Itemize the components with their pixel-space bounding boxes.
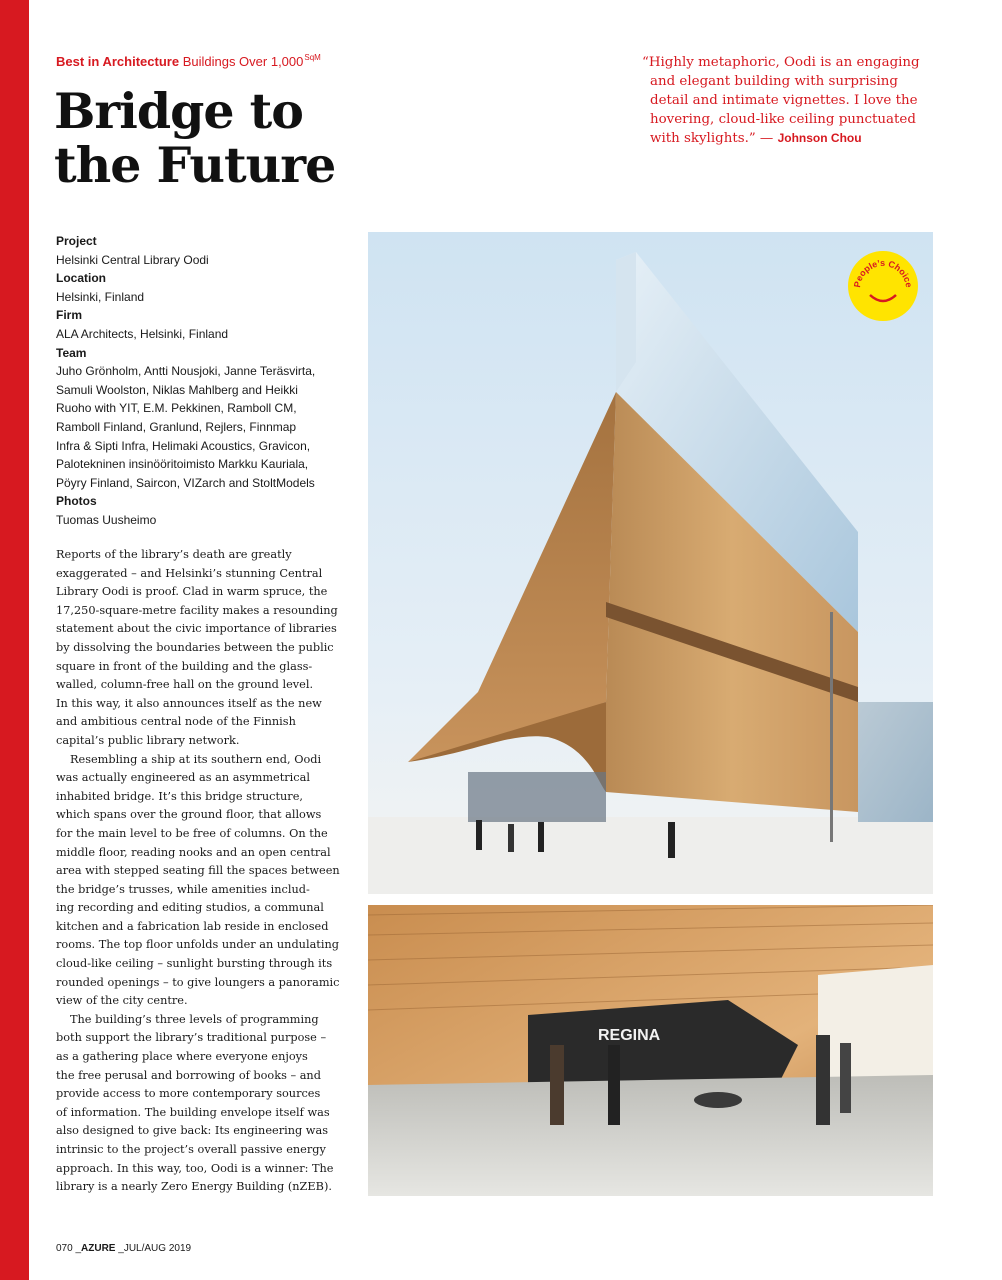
body-line: cloud-like ceiling – sunlight bursting through its bbox=[56, 957, 333, 971]
body-line: area with stepped seating fill the spaces between bbox=[56, 864, 340, 878]
body-line: rounded openings – to give loungers a panoramic bbox=[56, 975, 340, 989]
title-line: the Future bbox=[54, 136, 336, 194]
team-line: Pöyry Finland, Saircon, VIZarch and StoltModels bbox=[56, 475, 315, 490]
body-line: kitchen and a fabrication lab reside in enclosed bbox=[56, 919, 329, 933]
quote-line bbox=[642, 129, 932, 148]
badge-label: People’s Choice bbox=[851, 257, 915, 289]
page-number: 070 _ bbox=[56, 1243, 82, 1254]
credit-team bbox=[56, 362, 346, 492]
body-line: was actually engineered as an asymmetrical bbox=[56, 771, 310, 785]
credit-location: Helsinki, Finland bbox=[56, 289, 145, 304]
body-line: and ambitious central node of the Finnish bbox=[56, 715, 296, 729]
project-credits bbox=[56, 232, 346, 530]
article-body bbox=[56, 546, 348, 1197]
quote-line-text: with skylights.” — bbox=[650, 131, 774, 146]
team-line: Ramboll Finland, Granlund, Rejlers, Finnmap bbox=[56, 419, 297, 434]
body-line: provide access to more contemporary sources bbox=[56, 1087, 321, 1101]
team-line: Ruoho with YIT, E.M. Pekkinen, Ramboll CM, bbox=[56, 401, 297, 416]
article-title bbox=[54, 84, 335, 192]
body-line: library is a nearly Zero Energy Building (nZEB). bbox=[56, 1180, 332, 1194]
team-line: Samuli Woolston, Niklas Mahlberg and Heikki bbox=[56, 382, 298, 397]
peoples-choice-badge-graphic bbox=[848, 251, 918, 321]
team-line: Infra & Sipti Infra, Helimaki Acoustics, Gravicon, bbox=[56, 438, 311, 453]
credit-label-photos: Photos bbox=[56, 494, 97, 509]
body-line: of information. The building envelope itself was bbox=[56, 1105, 330, 1119]
quote-line: hovering, cloud-like ceiling punctuated bbox=[650, 112, 916, 127]
body-line: approach. In this way, too, Oodi is a winner: The bbox=[56, 1161, 334, 1175]
body-line: capital’s public library network. bbox=[56, 733, 240, 747]
credit-photos: Tuomas Uusheimo bbox=[56, 512, 157, 527]
body-line: In this way, it also announces itself as the new bbox=[56, 696, 322, 710]
body-line: Reports of the library’s death are greatly bbox=[56, 548, 292, 561]
award-category: Best in Architecture bbox=[56, 54, 180, 69]
regina-sign: REGINA bbox=[598, 1027, 661, 1044]
body-line: square in front of the building and the glass- bbox=[56, 659, 313, 673]
body-line: inhabited bridge. It’s this bridge structure, bbox=[56, 789, 303, 803]
credit-label-location: Location bbox=[56, 271, 106, 286]
body-line: for the main level to be free of columns. On the bbox=[56, 826, 328, 840]
interior-lobby-illustration bbox=[368, 905, 933, 1196]
body-line: Library Oodi is proof. Clad in warm spruce, the bbox=[56, 585, 328, 599]
svg-text:People’s Choice bbox=[852, 258, 914, 288]
body-line: by dissolving the boundaries between the public bbox=[56, 640, 334, 654]
quote-line: detail and intimate vignettes. I love the bbox=[650, 93, 918, 108]
accent-sidebar-bar bbox=[0, 0, 29, 1280]
team-line: Juho Grönholm, Antti Nousjoki, Janne Teräsvirta, bbox=[56, 364, 316, 379]
body-line: rooms. The top floor unfolds under an undulating bbox=[56, 938, 339, 952]
exterior-building-photo bbox=[368, 232, 933, 894]
section-kicker bbox=[56, 53, 321, 69]
interior-lobby-photo bbox=[368, 905, 933, 1196]
title-line: Bridge to bbox=[54, 82, 303, 140]
quote-attribution: Johnson Chou bbox=[777, 131, 862, 145]
quote-line: and elegant building with surprising bbox=[650, 74, 898, 89]
smile-icon bbox=[870, 295, 896, 301]
body-line: walled, column-free hall on the ground level. bbox=[56, 678, 314, 692]
team-line: Palotekninen insinööritoimisto Markku Kauriala, bbox=[56, 457, 309, 472]
credit-label-firm: Firm bbox=[56, 308, 83, 323]
body-line: view of the city centre. bbox=[56, 994, 188, 1008]
issue-date: _JUL/AUG 2019 bbox=[115, 1243, 192, 1254]
body-line: both support the library’s traditional purpose – bbox=[56, 1031, 327, 1045]
body-line: the free perusal and borrowing of books – and bbox=[56, 1068, 321, 1082]
quote-line: “Highly metaphoric, Oodi is an engaging bbox=[642, 55, 920, 70]
body-line: exaggerated – and Helsinki’s stunning Central bbox=[56, 566, 323, 580]
body-line: The building’s three levels of programming bbox=[70, 1012, 319, 1026]
magazine-name: AZURE bbox=[81, 1243, 116, 1254]
body-line: Resembling a ship at its southern end, Oodi bbox=[70, 752, 322, 766]
exterior-building-illustration bbox=[368, 232, 933, 894]
body-line: the bridge’s trusses, while amenities includ- bbox=[56, 882, 310, 896]
body-line: middle floor, reading nooks and an open central bbox=[56, 845, 331, 859]
body-line: ing recording and editing studios, a communal bbox=[56, 901, 324, 915]
body-line: statement about the civic importance of libraries bbox=[56, 622, 337, 636]
body-line: as a gathering place where everyone enjoys bbox=[56, 1050, 308, 1064]
award-unit: SqM bbox=[304, 53, 321, 62]
credit-label-project: Project bbox=[56, 234, 97, 248]
body-line: which spans over the ground floor, that allows bbox=[56, 808, 322, 822]
body-line: intrinsic to the project’s overall passive energy bbox=[56, 1143, 326, 1156]
credit-project: Helsinki Central Library Oodi bbox=[56, 252, 209, 267]
award-subcategory: Buildings Over 1,000 bbox=[182, 54, 304, 69]
body-line: also designed to give back: Its engineering was bbox=[56, 1124, 329, 1138]
body-line: 17,250-square-metre facility makes a resounding bbox=[56, 603, 338, 617]
credit-firm: ALA Architects, Helsinki, Finland bbox=[56, 326, 229, 341]
jury-pull-quote bbox=[642, 53, 932, 148]
page-footer bbox=[56, 1243, 191, 1254]
peoples-choice-badge bbox=[848, 251, 918, 321]
credit-label-team: Team bbox=[56, 345, 87, 360]
